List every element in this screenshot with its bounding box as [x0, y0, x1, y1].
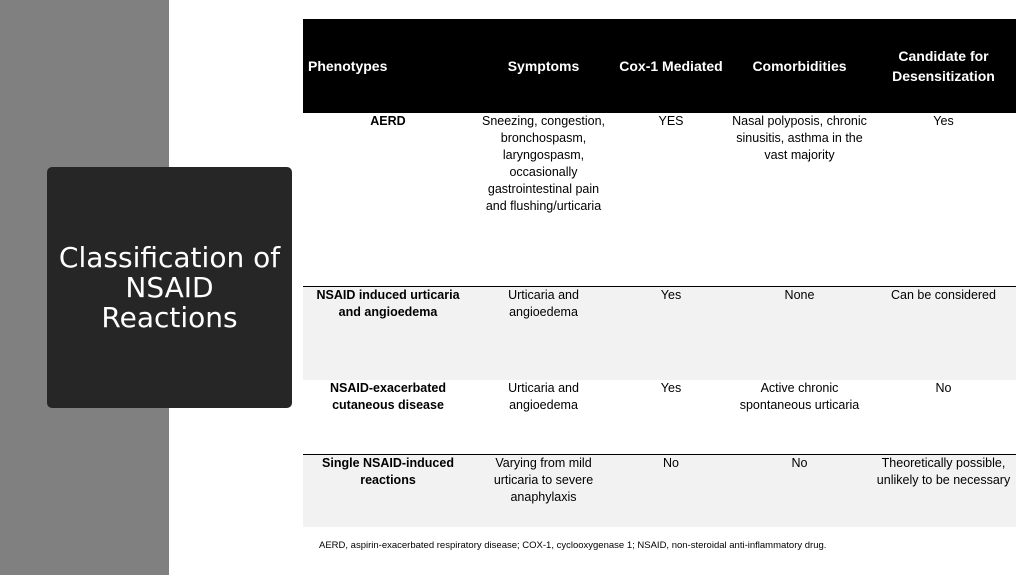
cell-phenotype: NSAID induced urticaria and angioedema — [316, 287, 460, 319]
table-row — [303, 286, 1016, 380]
cell-desensitization: Can be considered — [891, 287, 996, 302]
cell-symptoms: Sneezing, congestion, bronchospasm, laryngospasm, occasionally gastrointestinal pain and flushing/urticaria — [481, 114, 605, 213]
classification-table — [303, 19, 1016, 527]
header-desensitization: Candidate for Desensitization — [871, 19, 1016, 113]
cell-comorbidities: None — [784, 287, 815, 302]
header-phenotypes: Phenotypes — [303, 19, 473, 113]
title-box — [47, 167, 292, 408]
classification-table-wrapper — [303, 19, 1016, 527]
header-symptoms: Symptoms — [473, 19, 614, 113]
cell-comorbidities: Nasal polyposis, chronic sinusitis, asthma in the vast majority — [732, 114, 867, 162]
cell-phenotype: NSAID-exacerbated cutaneous disease — [329, 381, 446, 412]
table-footnote: AERD, aspirin-exacerbated respiratory disease; COX-1, cyclooxygenase 1; NSAID, non-steroidal anti-inflammatory drug. — [319, 540, 827, 551]
cell-symptoms: Varying from mild urticaria to severe anaphylaxis — [493, 455, 594, 504]
cell-cox1: Yes — [660, 287, 682, 302]
cell-phenotype: AERD — [370, 114, 406, 128]
cell-cox1: No — [663, 455, 679, 470]
cell-symptoms: Urticaria and angioedema — [508, 287, 579, 319]
cell-cox1: YES — [658, 114, 684, 128]
cell-cox1: Yes — [660, 381, 682, 395]
cell-desensitization: No — [935, 381, 952, 395]
table-row — [303, 454, 1016, 527]
cell-desensitization: Yes — [933, 114, 954, 128]
cell-desensitization: Theoretically possible, unlikely to be necessary — [876, 455, 1011, 487]
header-cox1-mediated: Cox-1 Mediated — [614, 19, 728, 113]
header-comorbidities: Comorbidities — [728, 19, 871, 113]
cell-comorbidities: Active chronic spontaneous urticaria — [739, 381, 860, 412]
cell-symptoms: Urticaria and angioedema — [508, 381, 579, 412]
slide-title: Classification of NSAID Reactions — [58, 240, 281, 334]
table-row — [303, 380, 1016, 454]
table-row — [303, 113, 1016, 286]
cell-phenotype: Single NSAID-induced reactions — [322, 455, 454, 487]
table-header-row — [303, 19, 1016, 113]
cell-comorbidities: No — [791, 455, 808, 470]
